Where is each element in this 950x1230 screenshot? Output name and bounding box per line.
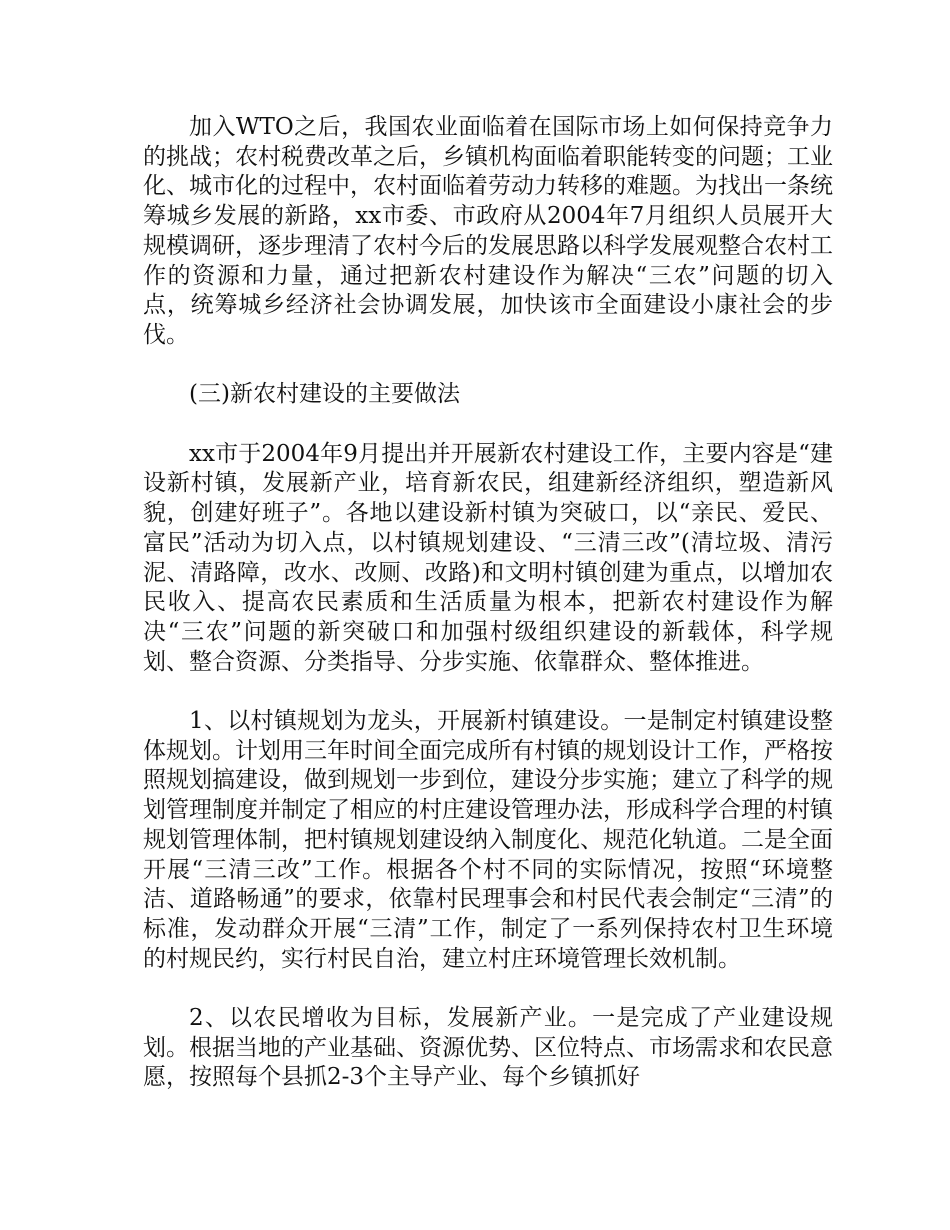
paragraph-new-industry: 2、以农民增收为目标，发展新产业。一是完成了产业建设规划。根据当地的产业基础、资源优势、区位特点、市场需求和农民意愿，按照每个县抓2-3个主导产业、每个乡镇抓好 <box>143 1005 833 1091</box>
paragraph-village-planning: 1、以村镇规划为龙头，开展新村镇建设。一是制定村镇建设整体规划。计划用三年时间全面完成所有村镇的规划设计工作，严格按照规划搞建设，做到规划一步到位，建设分步实施；建立了科学的规划管理制度并制定了相应的村庄建设管理办法，形成科学合理的村镇规划管理体制，把村镇规划建设纳入制度化、规范化轨道。二是全面开展“三清三改”工作。根据各个村不同的实际情况，按照“环境整洁、道路畅通”的要求，依靠村民理事会和村民代表会制定“三清”的标准，发动群众开展“三清”工作，制定了一系列保持农村卫生环境的村规民约，实行村民自治，建立村庄环境管理长效机制。 <box>143 708 833 972</box>
document-page <box>143 113 833 1123</box>
paragraph-wto: 加入WTO之后，我国农业面临着在国际市场上如何保持竞争力的挑战；农村税费改革之后，乡镇机构面临着职能转变的问题；工业化、城市化的过程中，农村面临着劳动力转移的难题。为找出一条统筹城乡发展的新路，xx市委、市政府从2004年7月组织人员展开大规模调研，逐步理清了农村今后的发展思路以科学发展观整合农村工作的资源和力量，通过把新农村建设作为解决“三农”问题的切入点，统筹城乡经济社会协调发展，加快该市全面建设小康社会的步伐。 <box>143 114 833 348</box>
section-heading: (三)新农村建设的主要做法 <box>189 381 460 408</box>
paragraph-main-practices: xx市于2004年9月提出并开展新农村建设工作，主要内容是“建设新村镇，发展新产业，培育新农民，组建新经济组织，塑造新风貌，创建好班子”。各地以建设新村镇为突破口，以“亲民、爱民、富民”活动为切入点，以村镇规划建设、“三清三改”(清垃圾、清污泥、清路障，改水、改厕、改路)和文明村镇创建为重点，以增加农民收入、提高农民素质和生活质量为根本，把新农村建设作为解决“三农”问题的新突破口和加强村级组织建设的新载体，科学规划、整合资源、分类指导、分步实施、依靠群众、整体推进。 <box>143 440 833 675</box>
